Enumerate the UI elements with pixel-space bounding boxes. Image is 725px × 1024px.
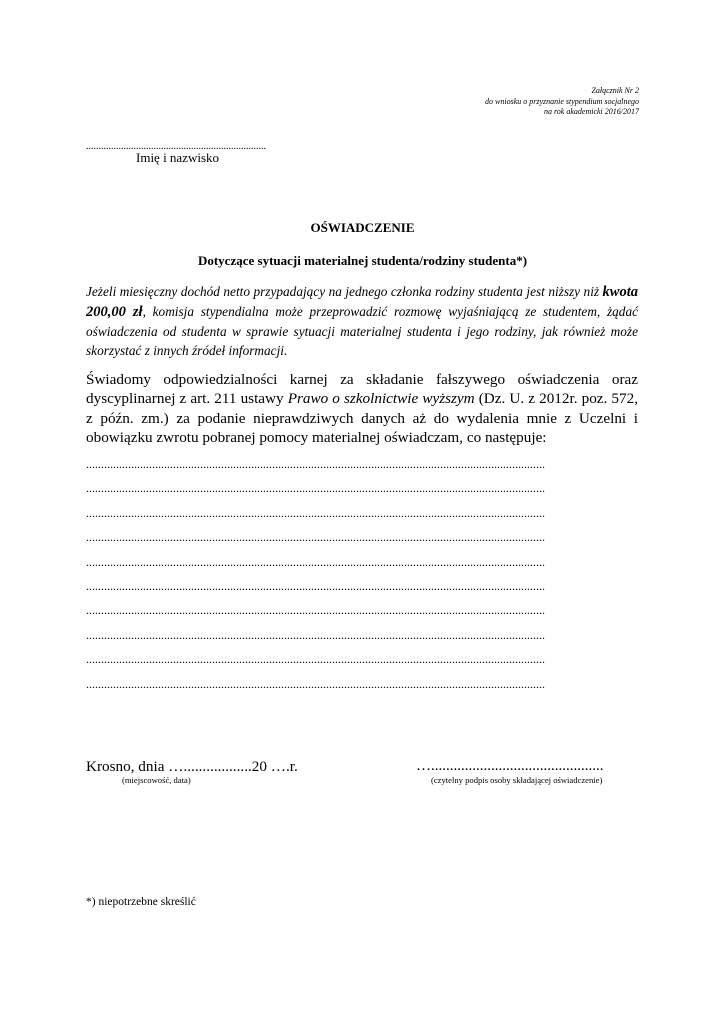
answer-line[interactable]: ......................................................................................................................................................... [86,628,545,642]
declaration-text-end: (Dz. U. z 2012r. poz. 572, z późn. zm.) za podanie nieprawdziwych danych aż do wydalenia mnie z Uczelni i obowiązku zwrotu pobranej pomocy materialnej oświadczam, co następuje: [86,390,639,446]
answer-line[interactable]: ......................................................................................................................................................... [86,531,545,545]
answer-lines [86,458,638,702]
info-text-end: , komisja stypendialna może przeprowadzić rozmowę wyjaśniającą ze studentem, żądać oświadczenia od studenta w sprawie sytuacji materialnej studenta i jego rodziny, jak również może skorzystać z innych źródeł informacji. [86,304,638,358]
attachment-application: do wniosku o przyznanie stypendium socjalnego [485,96,639,106]
answer-line[interactable]: ......................................................................................................................................................... [86,506,545,520]
attachment-number: Załącznik Nr 2 [591,86,639,95]
place-date-field[interactable]: Krosno, dnia …..................20 ….r. [86,758,298,775]
footnote: *) niepotrzebne skreślić [86,896,196,908]
income-threshold: kwota 200,00 zł [86,284,638,320]
answer-line[interactable]: ......................................................................................................................................................... [86,555,545,569]
signature-caption: (czytelny podpis osoby składającej oświadczenie) [431,775,603,785]
attachment-academic-year: na rok akademicki 2016/2017 [543,107,639,116]
declaration-paragraph [86,370,638,447]
answer-line[interactable]: ......................................................................................................................................................... [86,677,545,691]
document-subtitle: Dotyczące sytuacji materialnej studenta/rodziny studenta*) [197,253,528,268]
place-date-caption: (miejscowość, data) [122,775,191,785]
name-fill-line[interactable]: ........................................................................ [86,141,266,152]
document-title: OŚWIADCZENIE [310,220,415,235]
answer-line[interactable]: ......................................................................................................................................................... [86,458,545,471]
answer-line[interactable]: ......................................................................................................................................................... [86,653,545,667]
answer-line[interactable]: ......................................................................................................................................................... [86,482,545,496]
act-name: Prawo o szkolnictwie wyższym [287,390,475,408]
signature-field[interactable]: ….............................................. [416,758,604,774]
answer-line[interactable]: ......................................................................................................................................................... [86,579,545,593]
attachment-note [485,86,639,118]
info-text-start: Jeżeli miesięczny dochód netto przypadający na jednego członka rodziny studenta jest niższy niż [86,284,603,299]
answer-line[interactable]: ......................................................................................................................................................... [86,604,545,618]
declaration-text-start: Świadomy odpowiedzialności karnej za składanie fałszywego oświadczenia oraz dyscyplinarnej z art. 211 ustawy [86,371,638,408]
info-paragraph [86,282,638,360]
name-label: Imię i nazwisko [136,150,220,165]
